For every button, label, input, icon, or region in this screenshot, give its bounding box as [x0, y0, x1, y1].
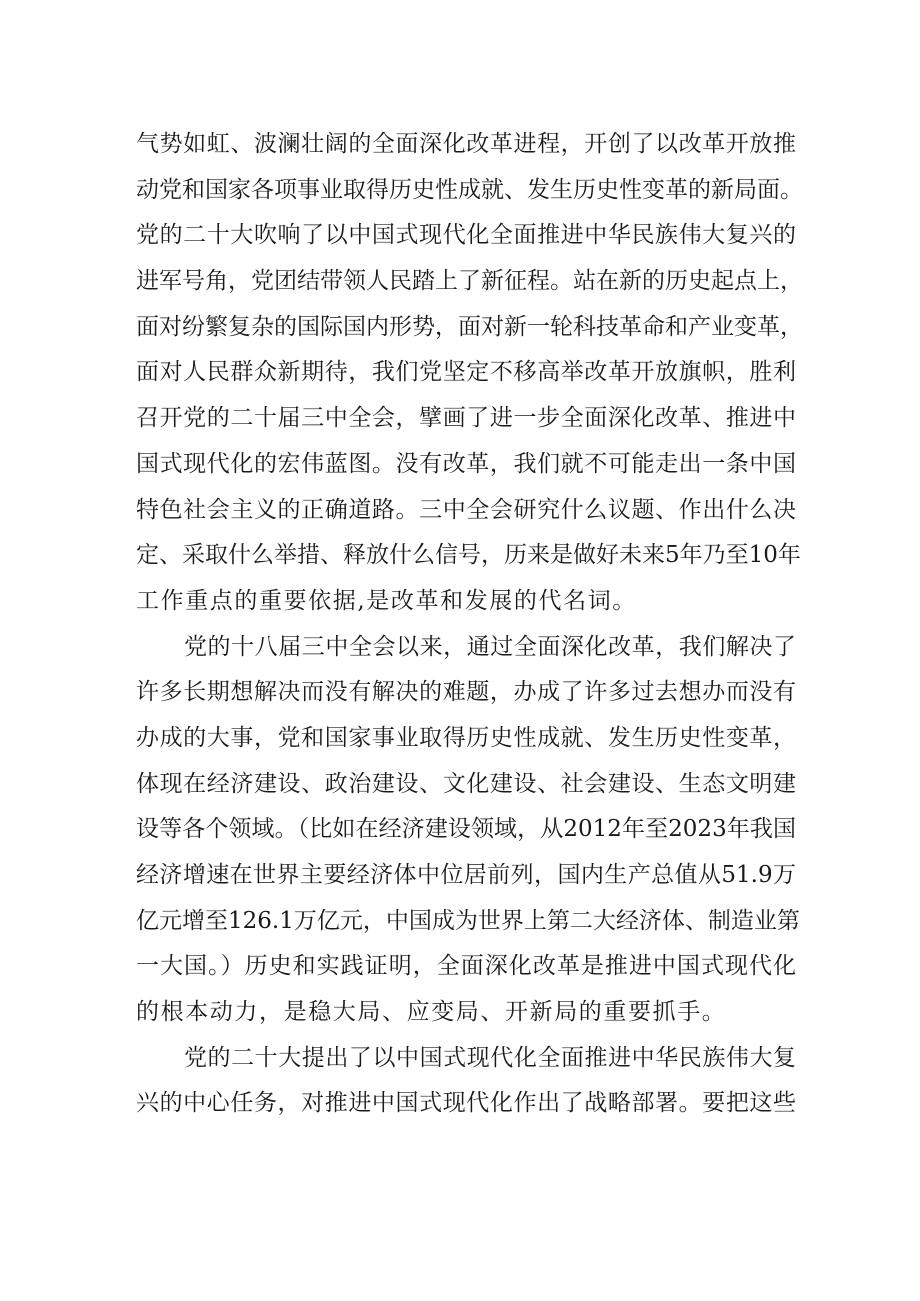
- text-line: 国式现代化的宏伟蓝图。没有改革，我们就不可能走出一条中国: [136, 450, 796, 477]
- text-line: 特色社会主义的正确道路。三中全会研究什么议题、作出什么决: [136, 496, 796, 523]
- text-line: 面对人民群众新期待，我们党坚定不移高举改革开放旗帜，胜利: [136, 359, 796, 386]
- body-text: [136, 130, 803, 1135]
- paragraph-start-line: 党的二十大提出了以中国式现代化全面推进中华民族伟大复: [184, 1044, 796, 1071]
- text-line: 召开党的二十届三中全会，擘画了进一步全面深化改革、推进中: [136, 405, 796, 432]
- text-line: 亿元增至126.1万亿元，中国成为世界上第二大经济体、制造业第: [136, 907, 800, 934]
- paragraph-start-line: 党的十八届三中全会以来，通过全面深化改革，我们解决了: [184, 633, 796, 660]
- text-line: 体现在经济建设、政治建设、文化建设、社会建设、生态文明建: [136, 770, 796, 797]
- text-line: 经济增速在世界主要经济体中位居前列，国内生产总值从51.9万: [136, 862, 796, 888]
- text-line: 兴的中心任务，对推进中国式现代化作出了战略部署。要把这些: [136, 1090, 796, 1117]
- text-line: 工作重点的重要依据,是改革和发展的代名词。: [136, 587, 637, 614]
- text-line: 定、采取什么举措、释放什么信号，历来是做好未来5年乃至10年: [136, 542, 801, 569]
- text-line: 进军号角，党团结带领人民踏上了新征程。站在新的历史起点上，: [136, 268, 803, 295]
- text-line: 许多长期想解决而没有解决的难题，办成了许多过去想办而没有: [136, 679, 796, 706]
- text-line: 办成的大事，党和国家事业取得历史性成就、发生历史性变革，: [136, 724, 796, 751]
- text-line: 气势如虹、波澜壮阔的全面深化改革进程，开创了以改革开放推: [136, 131, 796, 157]
- text-line: 面对纷繁复杂的国际国内形势，面对新一轮科技革命和产业变革，: [136, 313, 803, 340]
- text-line: 动党和国家各项事业取得历史性成就、发生历史性变革的新局面。: [136, 176, 803, 203]
- text-line: 设等各个领域。（比如在经济建设领域，从2012年至2023年我国: [136, 816, 796, 843]
- text-line: 一大国。）历史和实践证明，全面深化改革是推进中国式现代化: [136, 953, 796, 980]
- text-line: 的根本动力，是稳大局、应变局、开新局的重要抓手。: [136, 999, 727, 1026]
- text-line: 党的二十大吹响了以中国式现代化全面推进中华民族伟大复兴的: [136, 222, 796, 249]
